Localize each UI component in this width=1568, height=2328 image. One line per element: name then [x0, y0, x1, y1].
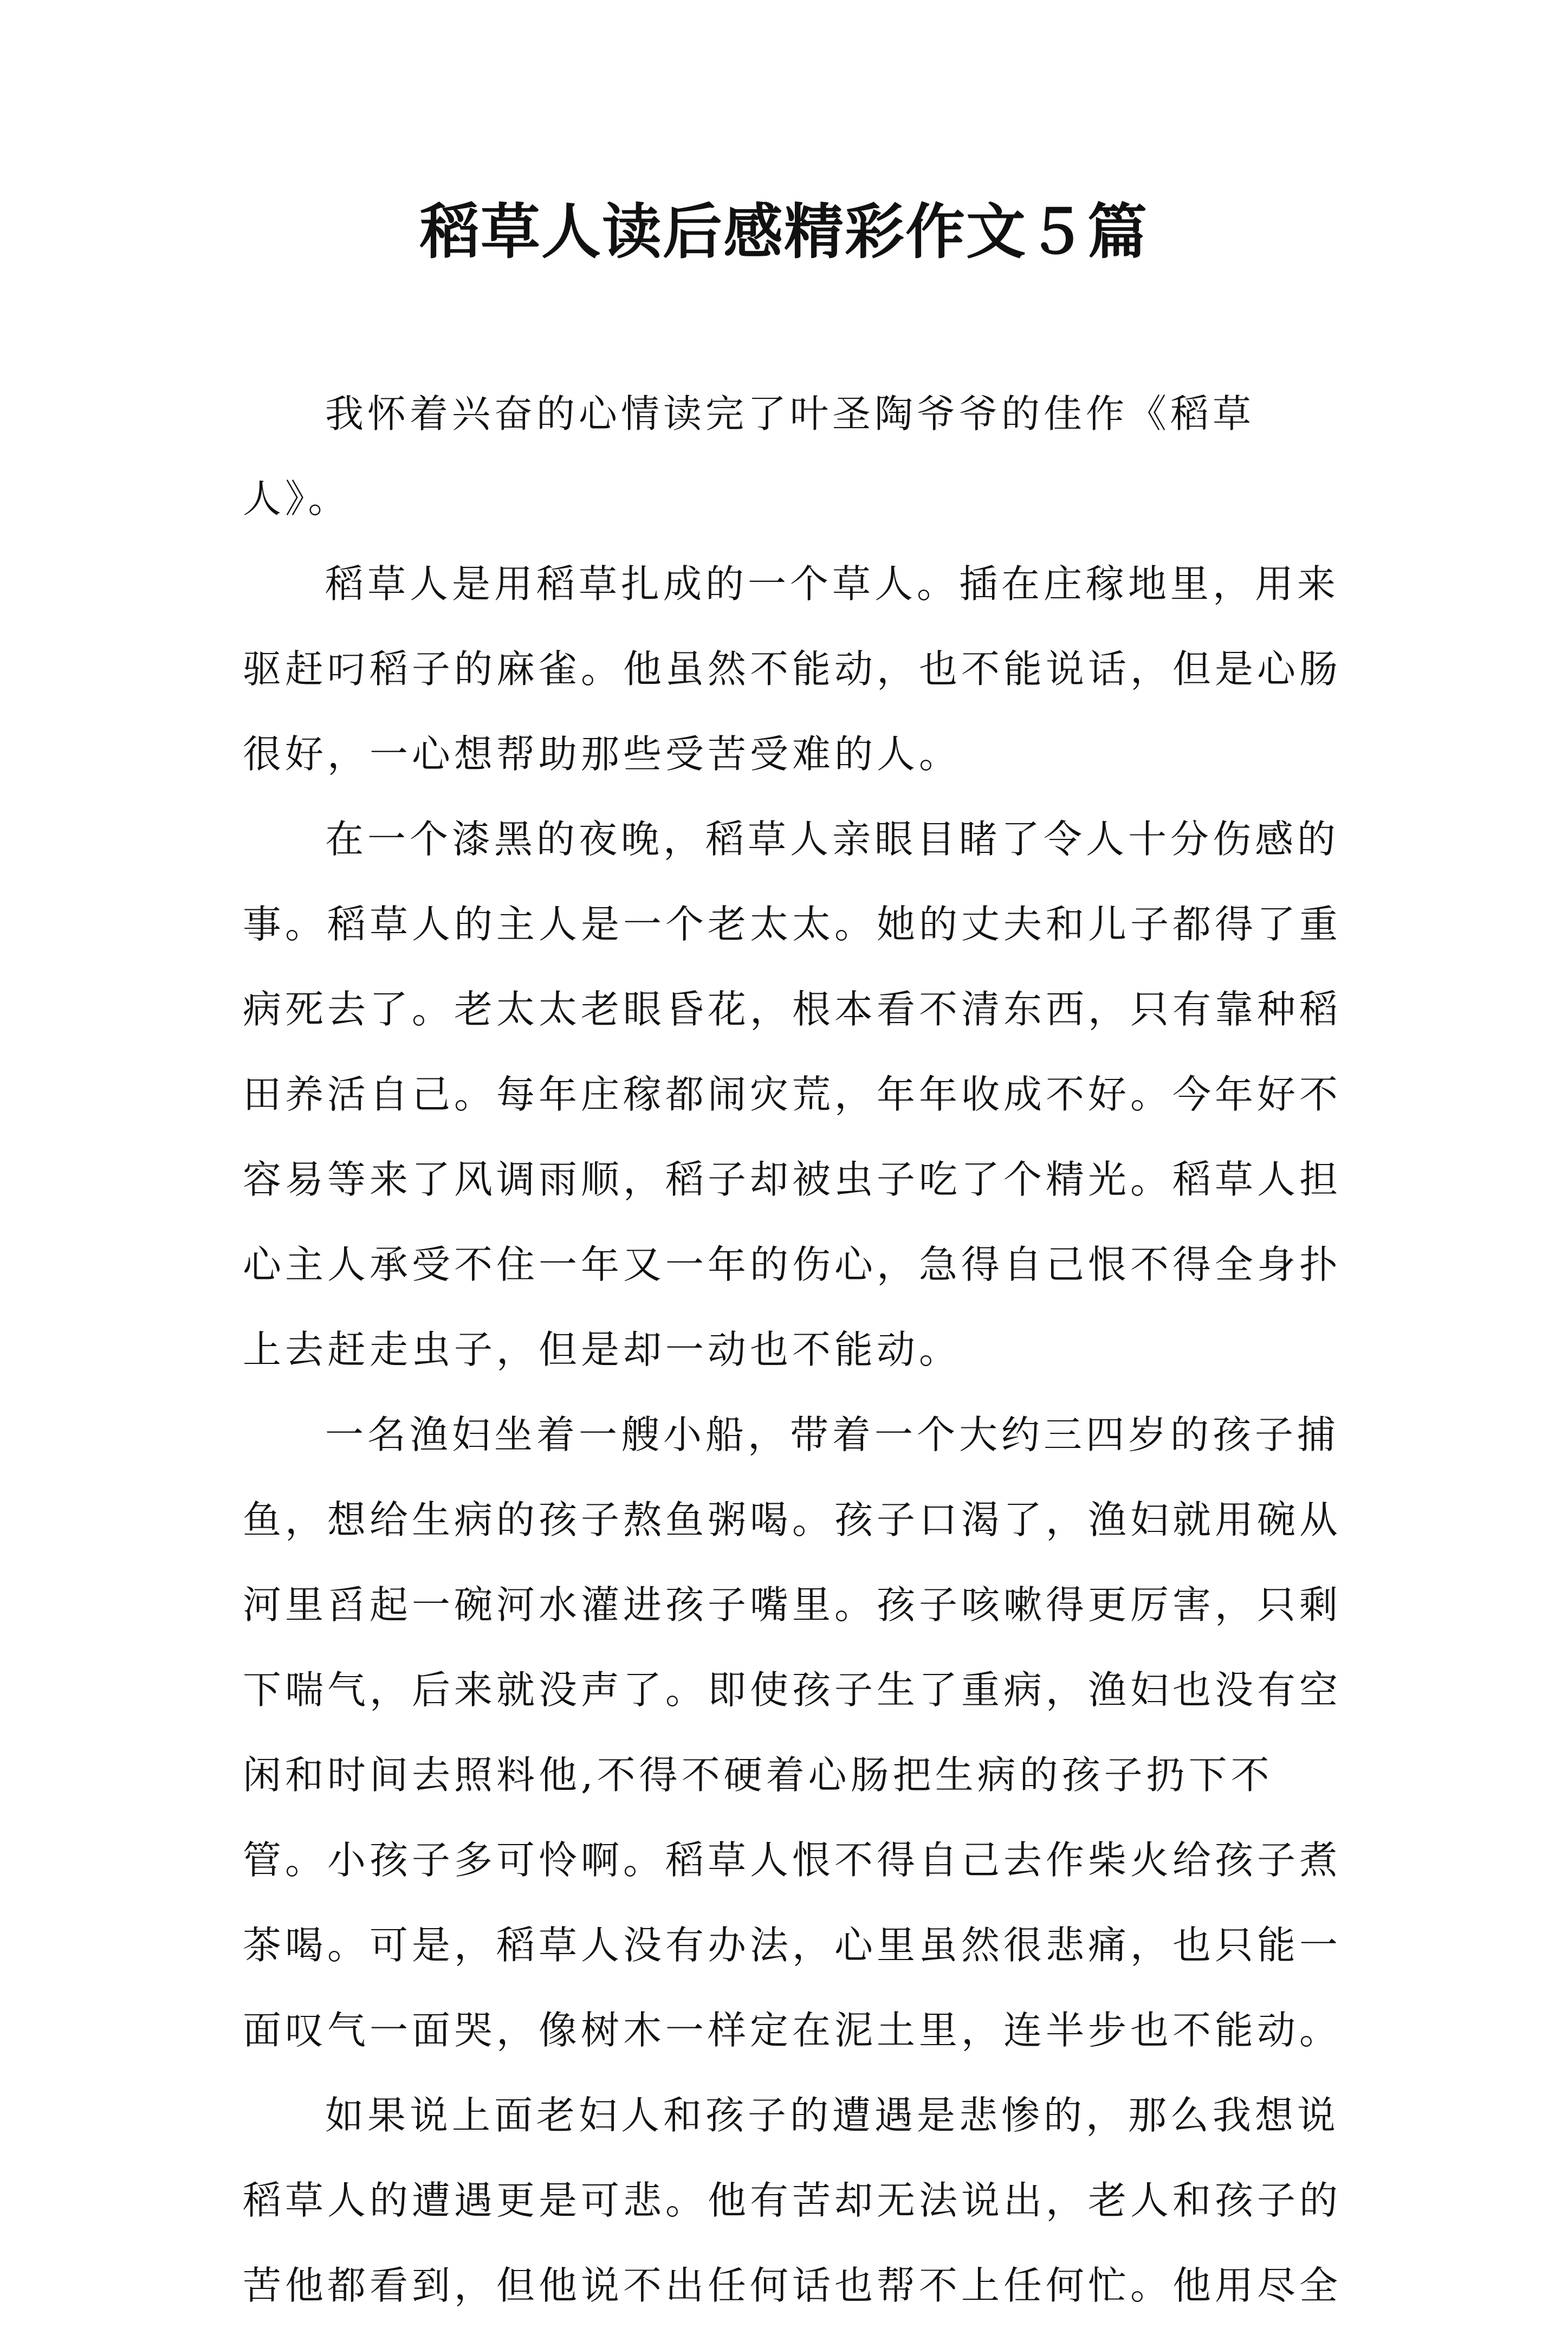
- paragraph-reflection: 如果说上面老妇人和孩子的遭遇是悲惨的，那么我想说稻草人的遭遇更是可悲。他有苦却无法说出，老人和孩子的苦他都看到，但他说不出任何话也帮不上任何忙。他用尽全: [243, 2093, 1342, 2308]
- document-title: 稻草人读后感精彩作文５篇: [420, 197, 1148, 267]
- document-body: [243, 371, 1353, 2328]
- paragraph-fisherwoman: 一名渔妇坐着一艘小船，带着一个大约三四岁的孩子捕鱼，想给生病的孩子熬鱼粥喝。孩子口渴了，渔妇就用碗从河里舀起一碗河水灌进孩子嘴里。孩子咳嗽得更厉害，只剩下喘气，后来就没声了。即使孩子生了重病，渔妇也没有空闲和时间去照料他,不得不硬着心肠把生病的孩子扔下不管。小孩子多可怜啊。稻草人恨不得自己去作柴火给孩子煮茶喝。可是，稻草人没有办法，心里虽然很悲痛，也只能一面叹气一面哭，像树木一样定在泥土里，连半步也不能动。: [243, 1412, 1342, 2053]
- paragraph-old-woman: 在一个漆黑的夜晚，稻草人亲眼目睹了令人十分伤感的事。稻草人的主人是一个老太太。她的丈夫和儿子都得了重病死去了。老太太老眼昏花，根本看不清东西，只有靠种稻田养活自己。每年庄稼都闹灾荒，年年收成不好。今年好不容易等来了风调雨顺，稻子却被虫子吃了个精光。稻草人担心主人承受不住一年又一年的伤心，急得自己恨不得全身扑上去赶走虫子，但是却一动也不能动。: [243, 817, 1342, 1372]
- paragraph-intro: 我怀着兴奋的心情读完了叶圣陶爷爷的佳作《稻草人》。: [243, 391, 1255, 521]
- paragraph-scarecrow-description: 稻草人是用稻草扎成的一个草人。插在庄稼地里，用来驱赶叼稻子的麻雀。他虽然不能动，也不能说话，但是心肠很好，一心想帮助那些受苦受难的人。: [243, 561, 1342, 777]
